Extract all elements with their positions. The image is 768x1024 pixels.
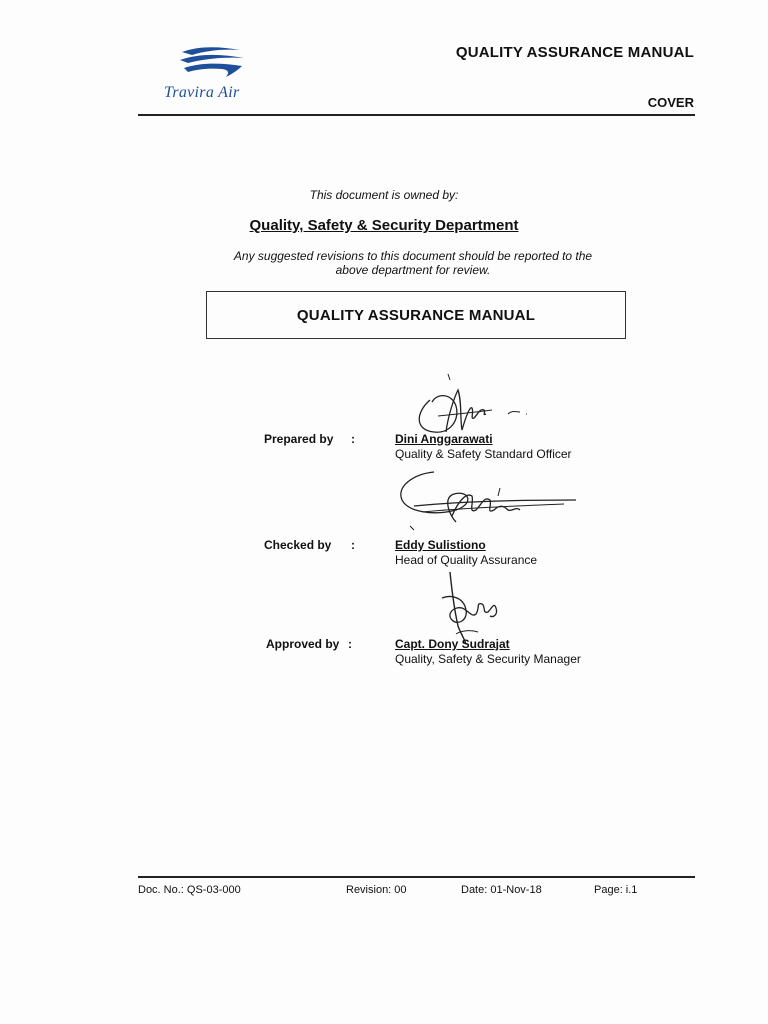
- approved-by-name: Capt. Dony Sudrajat: [395, 637, 510, 651]
- approved-by-label: Approved by: [266, 637, 340, 651]
- footer-date: Date: 01-Nov-18: [461, 884, 542, 896]
- checked-by-position: Head of Quality Assurance: [395, 553, 538, 567]
- header-section: COVER: [647, 95, 694, 110]
- checked-by-separator: :: [351, 538, 355, 552]
- prepared-by-separator: :: [351, 432, 355, 446]
- header-title: QUALITY ASSURANCE MANUAL: [455, 44, 694, 61]
- signature-approved: [432, 568, 512, 648]
- owner-department: Quality, Safety & Security Department: [249, 217, 519, 234]
- company-logo: [160, 44, 270, 104]
- footer-revision: Revision: 00: [346, 884, 407, 896]
- logo-wordmark: Travira Air: [164, 84, 240, 101]
- approved-by-separator: :: [348, 637, 352, 651]
- checked-by-label: Checked by: [264, 538, 332, 552]
- document-title-box: [206, 291, 626, 339]
- revision-note-line: above department for review.: [335, 263, 491, 277]
- footer-divider: [138, 876, 695, 878]
- revision-note-line: Any suggested revisions to this document should be reported to the: [233, 249, 593, 263]
- prepared-by-position: Quality & Safety Standard Officer: [395, 447, 572, 461]
- checked-by-name: Eddy Sulistiono: [395, 538, 486, 552]
- header-divider: [138, 114, 695, 116]
- owned-by-label: This document is owned by:: [309, 188, 459, 202]
- signature-checked: [394, 466, 584, 538]
- prepared-by-label: Prepared by: [264, 432, 334, 446]
- footer-page-number: Page: i.1: [594, 884, 638, 896]
- prepared-by-name: Dini Anggarawati: [395, 432, 493, 446]
- approved-by-position: Quality, Safety & Security Manager: [395, 652, 581, 666]
- document-title: QUALITY ASSURANCE MANUAL: [296, 306, 536, 324]
- wave-logo-icon: [178, 44, 248, 82]
- footer-doc-number: Doc. No.: QS-03-000: [138, 884, 241, 896]
- revision-note: [200, 249, 626, 277]
